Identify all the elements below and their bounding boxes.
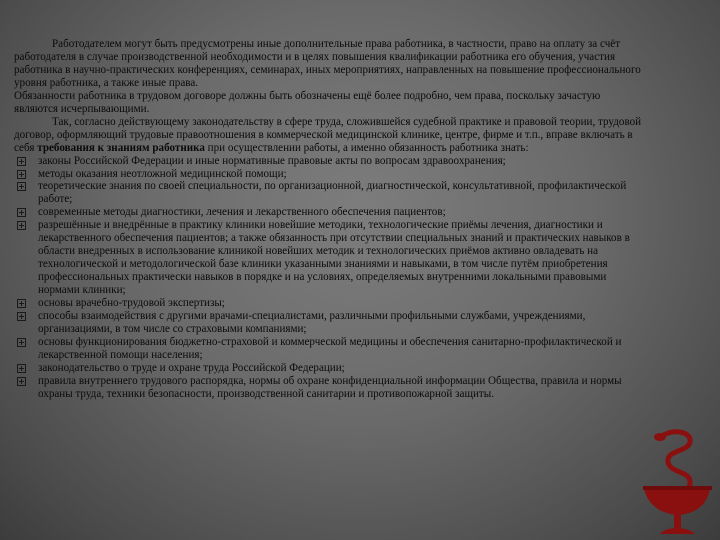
- list-item-text: теоретические знания по своей специальности, по организационной, диагностической, консультативной, профилактической работе;: [38, 180, 627, 206]
- boxed-plus-icon: [17, 170, 26, 179]
- boxed-plus-icon: [17, 221, 26, 230]
- list-item-text: способы взаимодействия с другими врачами-специалистами, различными профильными службами, учреждениями, организациями, в том числе со страховыми компаниями;: [38, 310, 586, 335]
- bowl-of-hygieia-icon: [640, 428, 715, 538]
- legislation-bold-text: требования к знаниям работника: [37, 141, 205, 154]
- knowledge-list: [14, 155, 642, 401]
- boxed-plus-icon: [17, 182, 26, 191]
- list-item-text: законы Российской Федерации и иные нормативные правовые акты по вопросам здравоохранения;: [38, 154, 506, 167]
- list-item-text: разрешённые и внедрённые в практику клиники новейшие методики, технологические приёмы лечения, диагностики и лекарственного обеспечения пациентов; а также обязанность при отсутствии специальных знаний и практических навыков в области внедренных в использование клиникой новейших методик и технологических приёмов активно овладевать на технологической и методологической базе клиники указанными знаниями и навыками, в том числе путём приобретения профессиональных практически навыков в порядке и на условиях, определяемых внутренними локальными правовыми нормами клиники;: [38, 219, 630, 297]
- list-item: [14, 155, 642, 168]
- list-item: [14, 297, 642, 310]
- list-item-text: основы врачебно-трудовой экспертизы;: [38, 297, 225, 310]
- list-item: [14, 375, 642, 401]
- list-item-text: правила внутреннего трудового распорядка, нормы об охране конфиденциальной информации Общества, правила и нормы охраны труда, техники безопасности, производственной санитарии и противопожарной защиты.: [38, 374, 622, 400]
- list-item: [14, 219, 642, 297]
- boxed-plus-icon: [17, 208, 26, 217]
- list-item: [14, 310, 642, 336]
- list-item: [14, 362, 642, 375]
- list-item-text: методы оказания неотложной медицинской помощи;: [38, 167, 287, 180]
- slide-text: [14, 38, 642, 401]
- boxed-plus-icon: [17, 299, 26, 308]
- legislation-paragraph: [14, 116, 642, 155]
- list-item-text: законодательство о труде и охране труда Российской Федерации;: [38, 361, 345, 374]
- duties-note: Обязанности работника в трудовом договоре должны быть обозначены ещё более подробно, чем права, поскольку зачастую являются исчерпывающими.: [14, 89, 601, 115]
- list-item: [14, 180, 642, 206]
- list-item: [14, 168, 642, 181]
- legislation-text-end: при осуществлении работы, а именно обязанность работника знать:: [204, 141, 529, 154]
- boxed-plus-icon: [17, 364, 26, 373]
- boxed-plus-icon: [17, 377, 26, 386]
- list-item-text: современные методы диагностики, лечения и лекарственного обеспечения пациентов;: [38, 206, 446, 219]
- legislation-text: Так, согласно действующему законодательству в сфере труда, сложившейся судебной практике и правовой теории, трудовой договор, оформляющий трудовые правоотношения в коммерческой медицинской клинике, центре, фирме и т.п., вправе включать в себя: [14, 115, 642, 154]
- boxed-plus-icon: [17, 312, 26, 321]
- boxed-plus-icon: [17, 338, 26, 347]
- list-item-text: основы функционирования бюджетно-страховой и коммерческой медицины и обеспечения санитарно-профилактической и лекарственной помощи населения;: [38, 335, 622, 361]
- intro-paragraph: Работодателем могут быть предусмотрены иные дополнительные права работника, в частности, право на оплату за счёт работодателя в случае производственной необходимости и в целях повышения квалификации работника его обучения, участия работника в научно-практических конференциях, семинарах, иных мероприятиях, направленных на повышение профессионального уровня работника, а также иные права.: [14, 38, 641, 89]
- list-item: [14, 336, 642, 362]
- boxed-plus-icon: [17, 157, 26, 166]
- list-item: [14, 206, 642, 219]
